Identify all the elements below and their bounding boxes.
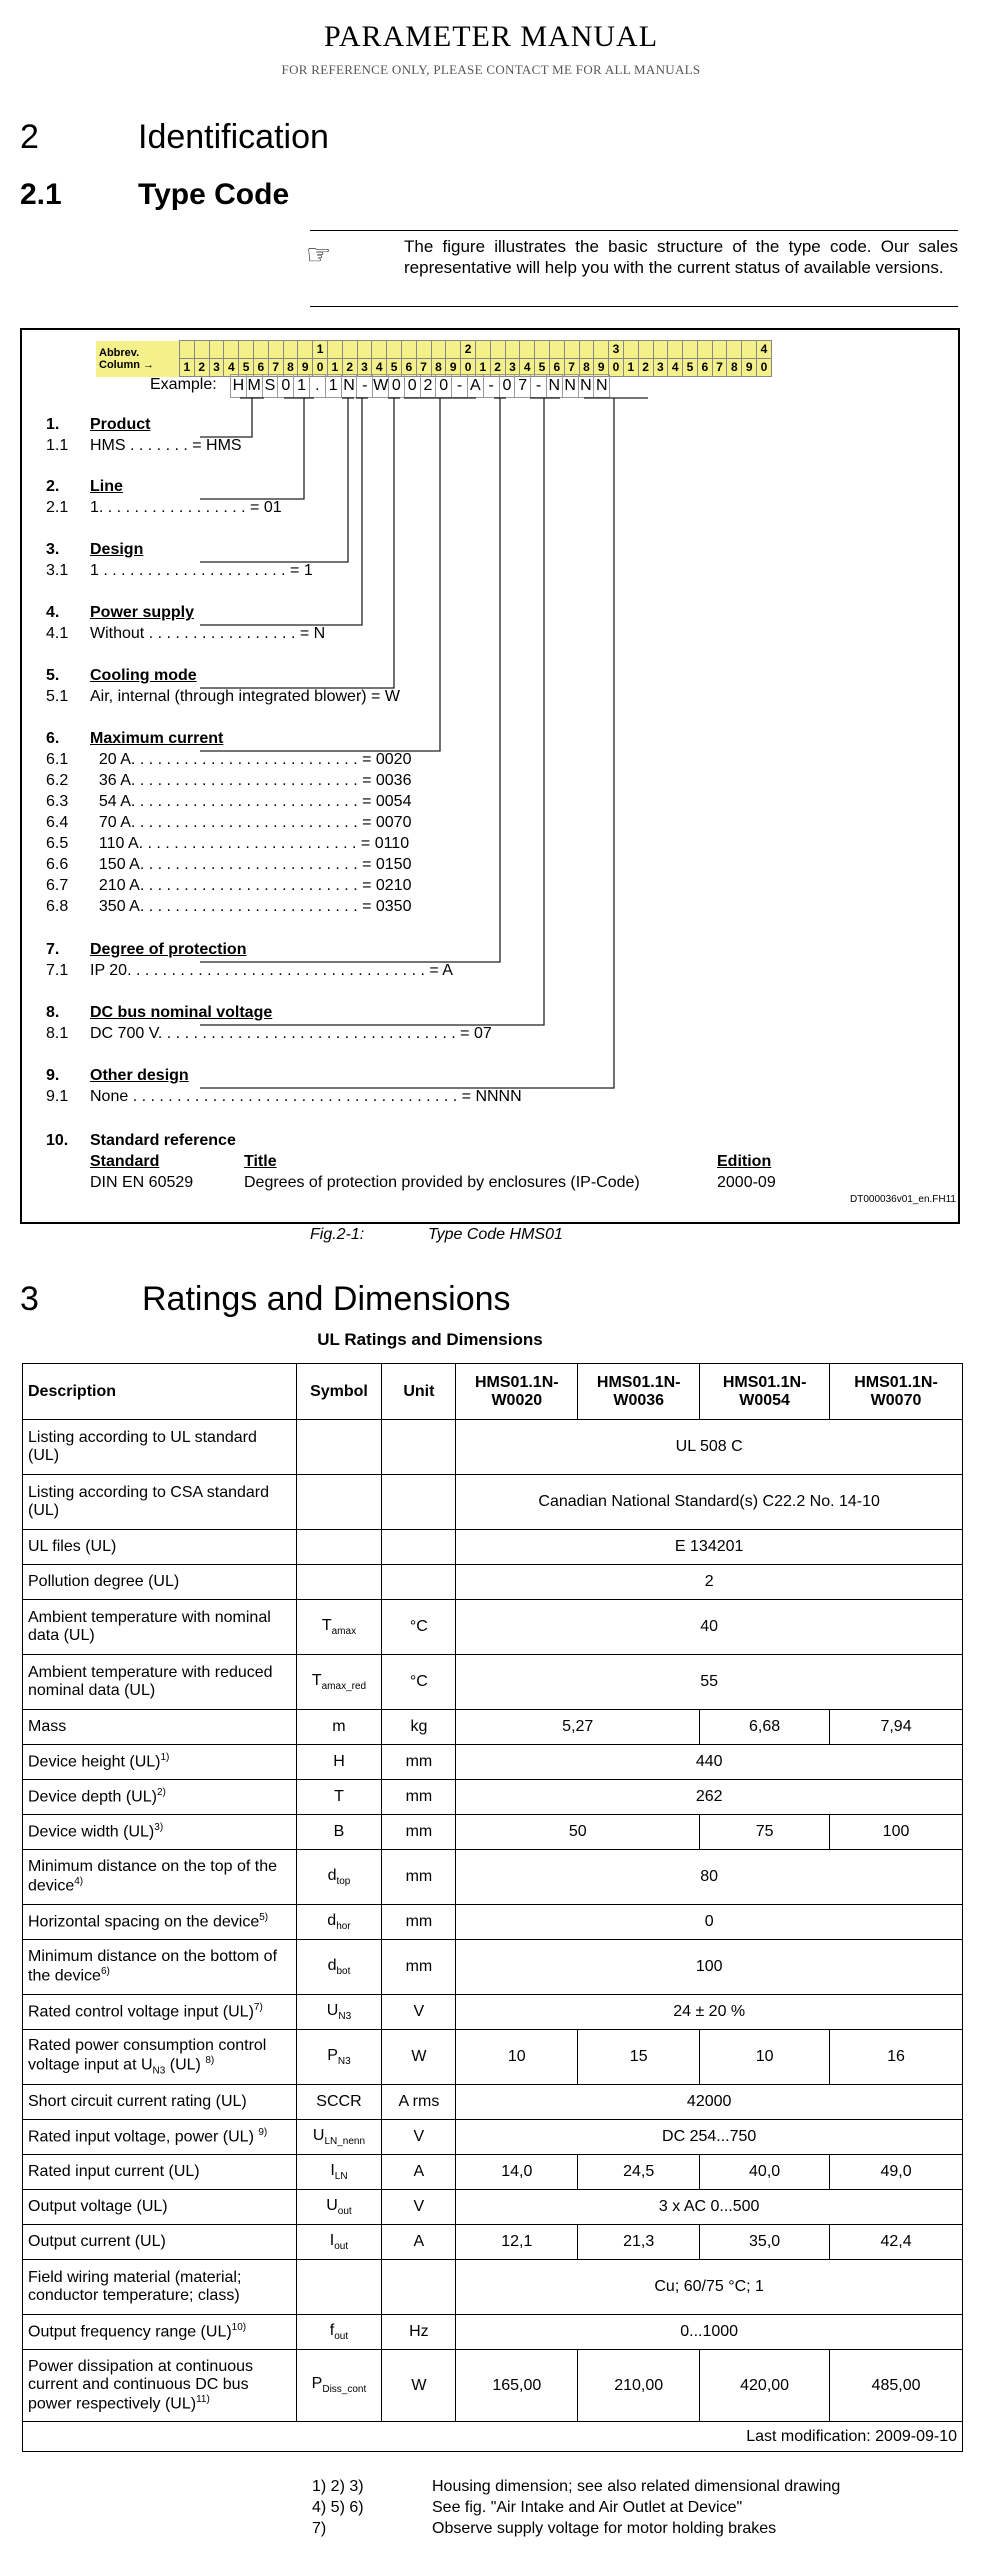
column-digit: 5 bbox=[535, 359, 550, 377]
section-number: 2. bbox=[46, 478, 60, 495]
std-col-edition: Edition bbox=[717, 1153, 772, 1170]
example-char: . bbox=[309, 374, 326, 398]
item-text: HMS . . . . . . . = HMS bbox=[90, 437, 242, 454]
section-3-number: 3 bbox=[20, 1280, 39, 1318]
section-title: DC bus nominal voltage bbox=[90, 1004, 273, 1021]
section-number: 9. bbox=[46, 1067, 60, 1084]
column-digit: 8 bbox=[727, 359, 742, 377]
example-char: - bbox=[451, 374, 468, 398]
column-digit: 6 bbox=[253, 359, 268, 377]
column-digit: 0 bbox=[757, 359, 772, 377]
section-title: Maximum current bbox=[90, 730, 224, 747]
example-char: W bbox=[372, 374, 389, 398]
table-row: Ambient temperature with nominal data (UL) $T_{amax}$ °C 40 bbox=[23, 1600, 963, 1655]
header-w0070: HMS01.1N-W0070 bbox=[830, 1364, 963, 1420]
header-w0036: HMS01.1N-W0036 bbox=[578, 1364, 700, 1420]
last-modification: Last modification: 2009-09-10 bbox=[23, 2422, 963, 2452]
example-char: 2 bbox=[420, 374, 437, 398]
std-ref-number: 10. bbox=[46, 1132, 69, 1149]
column-digit: 5 bbox=[387, 359, 402, 377]
table-row: UL files (UL) E 134201 bbox=[23, 1530, 963, 1565]
column-digit: 2 bbox=[638, 359, 653, 377]
example-char: 0 bbox=[404, 374, 421, 398]
table-row: Device height (UL)$^{1)}$ H mm 440 bbox=[23, 1745, 963, 1780]
section-title: Design bbox=[90, 541, 144, 558]
column-digit: 1 bbox=[623, 359, 638, 377]
column-digit: 1 bbox=[180, 359, 195, 377]
example-char: N bbox=[578, 374, 595, 398]
footnote-ref: 4) 5) 6) bbox=[312, 2499, 364, 2516]
column-digit: 3 bbox=[653, 359, 668, 377]
example-char: N bbox=[341, 374, 358, 398]
tens-mark: 4 bbox=[757, 341, 772, 359]
column-digit: 7 bbox=[416, 359, 431, 377]
example-char: 0 bbox=[388, 374, 405, 398]
footnote-ref: 1) 2) 3) bbox=[312, 2478, 364, 2495]
section-number: 1. bbox=[46, 416, 60, 433]
item-number: 6.3 bbox=[46, 793, 69, 810]
ratings-table-title: UL Ratings and Dimensions bbox=[317, 1330, 543, 1349]
section-title: Power supply bbox=[90, 604, 195, 621]
ratings-table bbox=[22, 1363, 963, 2452]
column-digit: 6 bbox=[697, 359, 712, 377]
column-digit: 9 bbox=[446, 359, 461, 377]
footnote-text: Housing dimension; see also related dimensional drawing bbox=[432, 2478, 841, 2495]
item-text: 350 A. . . . . . . . . . . . . . . . . . . . . . . . . = 0350 bbox=[90, 898, 412, 915]
column-digit: 9 bbox=[742, 359, 757, 377]
example-char: - bbox=[483, 374, 500, 398]
column-digit: 4 bbox=[520, 359, 535, 377]
table-row: Output frequency range (UL)$^{10)}$ $f_{out}$ Hz 0...1000 bbox=[23, 2315, 963, 2350]
manual-title: PARAMETER MANUAL bbox=[323, 20, 659, 53]
example-char: 0 bbox=[499, 374, 516, 398]
column-digit: 3 bbox=[209, 359, 224, 377]
table-row: Listing according to CSA standard (UL) Canadian National Standard(s) C22.2 No. 14-10 bbox=[23, 1475, 963, 1530]
column-digit: 3 bbox=[357, 359, 372, 377]
document-id: DT000036v01_en.FH11 bbox=[850, 1194, 956, 1205]
section-number: 3. bbox=[46, 541, 60, 558]
item-number: 2.1 bbox=[46, 499, 69, 516]
header-unit: Unit bbox=[382, 1364, 456, 1420]
connector-dcbus bbox=[200, 398, 544, 1025]
example-char: 7 bbox=[514, 374, 531, 398]
column-digit: 9 bbox=[594, 359, 609, 377]
section-number: 7. bbox=[46, 941, 60, 958]
section-number: 5. bbox=[46, 667, 60, 684]
item-text: 1. . . . . . . . . . . . . . . . . = 01 bbox=[90, 499, 282, 516]
item-number: 6.5 bbox=[46, 835, 69, 852]
table-row: Rated input voltage, power (UL) $^{9)}$ $U_{LN\_nenn}$ V DC 254...750 bbox=[23, 2120, 963, 2155]
column-digit: 1 bbox=[475, 359, 490, 377]
item-number: 6.6 bbox=[46, 856, 69, 873]
item-number: 3.1 bbox=[46, 562, 69, 579]
table-row: Output current (UL) $I_{out}$ A 12,1 21,3 35,0 42,4 bbox=[23, 2225, 963, 2260]
example-char: N bbox=[546, 374, 563, 398]
section-2-title: Identification bbox=[138, 118, 329, 156]
column-digit: 0 bbox=[313, 359, 328, 377]
column-digit: 7 bbox=[268, 359, 283, 377]
section-number: 8. bbox=[46, 1004, 60, 1021]
item-number: 6.4 bbox=[46, 814, 69, 831]
example-char: - bbox=[530, 374, 547, 398]
column-digit: 3 bbox=[505, 359, 520, 377]
footnote-text: Observe supply voltage for motor holding brakes bbox=[432, 2520, 777, 2537]
example-char: 0 bbox=[277, 374, 294, 398]
footnote-ref: 7) bbox=[312, 2520, 327, 2537]
item-text: 210 A. . . . . . . . . . . . . . . . . . . . . . . . . = 0210 bbox=[90, 877, 412, 894]
example-char: N bbox=[593, 374, 610, 398]
item-text: Without . . . . . . . . . . . . . . . . . = N bbox=[90, 625, 326, 642]
table-row: Device depth (UL)$^{2)}$ T mm 262 bbox=[23, 1780, 963, 1815]
section-2-number: 2 bbox=[20, 118, 39, 156]
example-char: 0 bbox=[435, 374, 452, 398]
section-number: 4. bbox=[46, 604, 60, 621]
header-w0054: HMS01.1N-W0054 bbox=[700, 1364, 830, 1420]
column-digit: 4 bbox=[224, 359, 239, 377]
table-row: Output voltage (UL) $U_{out}$ V 3 x AC 0...500 bbox=[23, 2190, 963, 2225]
tens-mark: 1 bbox=[313, 341, 328, 359]
column-digit: 0 bbox=[609, 359, 624, 377]
item-number: 7.1 bbox=[46, 962, 69, 979]
pointing-hand-icon: ☞ bbox=[306, 239, 332, 270]
item-text: IP 20. . . . . . . . . . . . . . . . . . . . . . . . . . . . . . . . . . = A bbox=[90, 962, 453, 979]
std-ref-title: Standard reference bbox=[90, 1132, 236, 1149]
item-text: 110 A. . . . . . . . . . . . . . . . . . . . . . . . . = 0110 bbox=[90, 835, 410, 852]
column-digit: 2 bbox=[342, 359, 357, 377]
example-char: - bbox=[356, 374, 373, 398]
table-row: Rated power consumption control voltage input at $U_{N3}$ (UL) $^{8)}$ $P_{N3}$ W 10 15 10 16 bbox=[23, 2030, 963, 2085]
abbrev-column-label: Abbrev. Column → bbox=[96, 341, 180, 377]
column-digit: 8 bbox=[579, 359, 594, 377]
tens-mark: 2 bbox=[461, 341, 476, 359]
example-char: H bbox=[230, 374, 247, 398]
example-char: M bbox=[246, 374, 263, 398]
example-char: A bbox=[467, 374, 484, 398]
item-text: 150 A. . . . . . . . . . . . . . . . . . . . . . . . . = 0150 bbox=[90, 856, 412, 873]
table-row: Ambient temperature with reduced nominal data (UL) $T_{amax\_red}$ °C 55 bbox=[23, 1655, 963, 1710]
item-number: 6.8 bbox=[46, 898, 69, 915]
table-row: Mass m kg 5,27 6,68 7,94 bbox=[23, 1710, 963, 1745]
std-title-value: Degrees of protection provided by enclosures (IP-Code) bbox=[244, 1174, 640, 1191]
table-row: Minimum distance on the bottom of the device$^{6)}$ $d_{bot}$ mm 100 bbox=[23, 1940, 963, 1995]
example-char: S bbox=[262, 374, 279, 398]
item-text: 1 . . . . . . . . . . . . . . . . . . . . . = 1 bbox=[90, 562, 313, 579]
table-row: Device width (UL)$^{3)}$ B mm 50 75 100 bbox=[23, 1815, 963, 1850]
connector-product bbox=[200, 398, 252, 437]
table-row: Pollution degree (UL) 2 bbox=[23, 1565, 963, 1600]
item-number: 1.1 bbox=[46, 437, 69, 454]
example-char: 1 bbox=[325, 374, 342, 398]
section-title: Cooling mode bbox=[90, 667, 197, 684]
footnote-text: See fig. "Air Intake and Air Outlet at Device" bbox=[432, 2499, 743, 2516]
item-number: 6.1 bbox=[46, 751, 69, 768]
section-2-1-number: 2.1 bbox=[20, 178, 62, 211]
header-w0020: HMS01.1N-W0020 bbox=[456, 1364, 578, 1420]
connector-design bbox=[200, 398, 348, 562]
item-text: DC 700 V. . . . . . . . . . . . . . . . . . . . . . . . . . . . . . . . . . = 07 bbox=[90, 1025, 492, 1042]
column-digit: 8 bbox=[283, 359, 298, 377]
table-row: Listing according to UL standard (UL) UL 508 C bbox=[23, 1420, 963, 1475]
example-char: N bbox=[562, 374, 579, 398]
column-digit: 4 bbox=[372, 359, 387, 377]
std-edition-value: 2000-09 bbox=[717, 1174, 776, 1191]
section-title: Other design bbox=[90, 1067, 189, 1084]
std-col-standard: Standard bbox=[90, 1153, 160, 1170]
column-digit: 5 bbox=[239, 359, 254, 377]
column-digit: 5 bbox=[683, 359, 698, 377]
column-digit: 6 bbox=[549, 359, 564, 377]
section-number: 6. bbox=[46, 730, 60, 747]
item-number: 8.1 bbox=[46, 1025, 69, 1042]
column-digit: 8 bbox=[431, 359, 446, 377]
table-row: Minimum distance on the top of the device$^{4)}$ $d_{top}$ mm 80 bbox=[23, 1850, 963, 1905]
section-title: Degree of protection bbox=[90, 941, 247, 958]
note-text: The figure illustrates the basic structure of the type code. Our sales representative will help you with the current status of available versions. bbox=[404, 237, 958, 277]
tens-mark: 3 bbox=[609, 341, 624, 359]
section-title: Line bbox=[90, 478, 123, 495]
section-2-1-title: Type Code bbox=[138, 178, 290, 211]
item-text: Air, internal (through integrated blower) = W bbox=[90, 688, 400, 705]
column-digit: 0 bbox=[461, 359, 476, 377]
table-row: Power dissipation at continuous current and continuous DC bus power respectively (UL)$^{11)}$ $P_{Diss\_cont}$ W 165,00 210,00 420,00 485,00 bbox=[23, 2350, 963, 2422]
item-number: 5.1 bbox=[46, 688, 69, 705]
column-digit: 9 bbox=[298, 359, 313, 377]
figure-caption-text: Type Code HMS01 bbox=[428, 1226, 563, 1243]
item-text: 20 A. . . . . . . . . . . . . . . . . . . . . . . . . . = 0020 bbox=[90, 751, 412, 768]
manual-subtitle: FOR REFERENCE ONLY, PLEASE CONTACT ME FOR ALL MANUALS bbox=[281, 62, 701, 77]
column-digit: 1 bbox=[327, 359, 342, 377]
header-symbol: Symbol bbox=[296, 1364, 382, 1420]
std-col-title: Title bbox=[244, 1153, 277, 1170]
table-row: Short circuit current rating (UL) SCCR A rms 42000 bbox=[23, 2085, 963, 2120]
item-number: 6.7 bbox=[46, 877, 69, 894]
column-digit: 4 bbox=[668, 359, 683, 377]
column-digit: 2 bbox=[194, 359, 209, 377]
table-row: Horizontal spacing on the device$^{5)}$ $d_{hor}$ mm 0 bbox=[23, 1905, 963, 1940]
example-char: 1 bbox=[293, 374, 310, 398]
section-3-title: Ratings and Dimensions bbox=[142, 1280, 511, 1318]
table-row: Rated input current (UL) $I_{LN}$ A 14,0 24,5 40,0 49,0 bbox=[23, 2155, 963, 2190]
item-number: 6.2 bbox=[46, 772, 69, 789]
item-number: 4.1 bbox=[46, 625, 69, 642]
section-title: Product bbox=[90, 416, 151, 433]
example-label: Example: bbox=[150, 376, 217, 393]
column-digit: 7 bbox=[712, 359, 727, 377]
item-text: None . . . . . . . . . . . . . . . . . . . . . . . . . . . . . . . . . . . . . = NNNN bbox=[90, 1088, 522, 1105]
item-text: 70 A. . . . . . . . . . . . . . . . . . . . . . . . . . = 0070 bbox=[90, 814, 412, 831]
item-text: 54 A. . . . . . . . . . . . . . . . . . . . . . . . . . = 0054 bbox=[90, 793, 412, 810]
header-description: Description bbox=[23, 1364, 297, 1420]
table-row: Rated control voltage input (UL)$^{7)}$ $U_{N3}$ V 24 ± 20 % bbox=[23, 1995, 963, 2030]
item-number: 9.1 bbox=[46, 1088, 69, 1105]
column-digit: 2 bbox=[490, 359, 505, 377]
column-digit: 6 bbox=[401, 359, 416, 377]
table-row: Field wiring material (material; conductor temperature; class) Cu; 60/75 °C; 1 bbox=[23, 2260, 963, 2315]
column-digit: 7 bbox=[564, 359, 579, 377]
item-text: 36 A. . . . . . . . . . . . . . . . . . . . . . . . . . = 0036 bbox=[90, 772, 412, 789]
figure-caption-number: Fig.2-1: bbox=[310, 1226, 365, 1243]
std-standard-value: DIN EN 60529 bbox=[90, 1174, 194, 1191]
